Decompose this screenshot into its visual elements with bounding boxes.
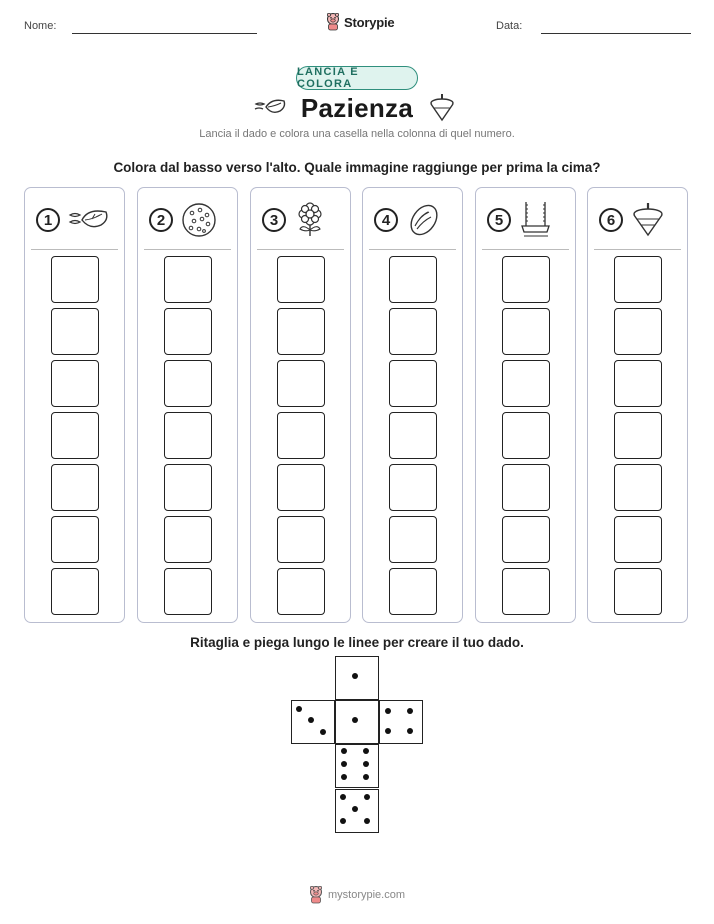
color-box[interactable] <box>614 308 662 355</box>
color-box[interactable] <box>164 516 212 563</box>
flower-icon <box>294 202 326 238</box>
die-pip <box>341 761 347 767</box>
die-pip <box>341 748 347 754</box>
column-5 <box>475 187 576 623</box>
die-face-right <box>379 700 423 744</box>
column-2 <box>137 187 238 623</box>
name-field[interactable] <box>72 33 257 34</box>
color-box[interactable] <box>389 516 437 563</box>
footer <box>308 886 405 904</box>
color-box[interactable] <box>614 568 662 615</box>
color-box[interactable] <box>502 308 550 355</box>
color-box[interactable] <box>389 256 437 303</box>
column-header <box>149 202 217 238</box>
die-pip <box>320 729 326 735</box>
footer-url: mystorypie.com <box>328 889 406 901</box>
page-title: Pazienza <box>300 93 414 123</box>
die-face-top <box>335 656 379 700</box>
column-number: 2 <box>149 208 173 232</box>
die-pip <box>296 706 302 712</box>
die-face-left <box>291 700 335 744</box>
color-box[interactable] <box>164 308 212 355</box>
title-row <box>0 93 714 125</box>
column-divider <box>31 249 118 250</box>
column-number: 5 <box>487 208 511 232</box>
pig-mascot-icon <box>308 886 324 904</box>
die-face-lower <box>335 744 379 788</box>
die-pip <box>363 761 369 767</box>
color-box[interactable] <box>389 568 437 615</box>
die-pip <box>364 794 370 800</box>
die-pip <box>352 806 358 812</box>
column-number: 4 <box>374 208 398 232</box>
die-pip <box>407 708 413 714</box>
color-box[interactable] <box>389 464 437 511</box>
die-pip <box>352 717 358 723</box>
column-header <box>599 202 665 238</box>
activity-badge: LANCIA E COLORA <box>296 66 418 90</box>
die-pip <box>364 818 370 824</box>
color-box[interactable] <box>614 256 662 303</box>
color-box[interactable] <box>389 412 437 459</box>
color-box[interactable] <box>277 256 325 303</box>
column-divider <box>257 249 344 250</box>
column-divider <box>144 249 231 250</box>
column-header <box>374 202 442 238</box>
swing-icon <box>519 201 553 239</box>
color-box[interactable] <box>502 412 550 459</box>
color-box[interactable] <box>51 516 99 563</box>
color-box[interactable] <box>51 256 99 303</box>
spinning-top-icon <box>428 93 456 123</box>
date-field[interactable] <box>541 33 691 34</box>
color-box[interactable] <box>502 464 550 511</box>
column-header <box>487 202 553 238</box>
column-4 <box>362 187 463 623</box>
cut-instruction: Ritaglia e piega lungo le linee per creare il tuo dado. <box>190 635 524 650</box>
brand-name: Storypie <box>344 14 395 30</box>
color-box[interactable] <box>51 360 99 407</box>
color-box[interactable] <box>502 568 550 615</box>
brand-logo <box>325 13 394 31</box>
spinning-top-icon <box>631 202 665 238</box>
color-box[interactable] <box>389 360 437 407</box>
die-pip <box>385 728 391 734</box>
die-pip <box>363 774 369 780</box>
color-box[interactable] <box>389 308 437 355</box>
color-box[interactable] <box>164 568 212 615</box>
column-divider <box>482 249 569 250</box>
color-box[interactable] <box>164 412 212 459</box>
die-pip <box>341 774 347 780</box>
color-box[interactable] <box>51 308 99 355</box>
color-box[interactable] <box>51 568 99 615</box>
color-box[interactable] <box>164 256 212 303</box>
die-pip <box>340 818 346 824</box>
column-number: 3 <box>262 208 286 232</box>
color-box[interactable] <box>614 412 662 459</box>
die-pip <box>385 708 391 714</box>
column-divider <box>369 249 456 250</box>
leaf-gust-icon <box>68 205 110 235</box>
color-box[interactable] <box>614 516 662 563</box>
coloring-instruction: Colora dal basso verso l'alto. Quale immagine raggiunge per prima la cima? <box>113 160 601 175</box>
column-divider <box>594 249 681 250</box>
column-header <box>262 202 326 238</box>
date-label: Data: <box>496 20 523 32</box>
column-header <box>36 202 110 238</box>
die-pip <box>308 717 314 723</box>
color-box[interactable] <box>277 568 325 615</box>
cookie-icon <box>181 202 217 238</box>
column-6 <box>587 187 688 623</box>
column-1 <box>24 187 125 623</box>
color-box[interactable] <box>277 516 325 563</box>
color-box[interactable] <box>502 516 550 563</box>
subtitle: Lancia il dado e colora una casella nella colonna di quel numero. <box>199 128 515 140</box>
pig-mascot-icon <box>325 13 341 31</box>
color-box[interactable] <box>277 308 325 355</box>
color-box[interactable] <box>277 464 325 511</box>
name-label: Nome: <box>24 20 57 32</box>
die-face-bottom <box>335 789 379 833</box>
color-box[interactable] <box>277 360 325 407</box>
color-box[interactable] <box>502 360 550 407</box>
color-box[interactable] <box>277 412 325 459</box>
color-box[interactable] <box>502 256 550 303</box>
color-box[interactable] <box>614 464 662 511</box>
color-box[interactable] <box>51 464 99 511</box>
color-box[interactable] <box>164 464 212 511</box>
column-number: 6 <box>599 208 623 232</box>
seed-icon <box>406 202 442 238</box>
die-face-center <box>335 700 379 744</box>
column-3 <box>250 187 351 623</box>
color-box[interactable] <box>164 360 212 407</box>
color-box[interactable] <box>614 360 662 407</box>
column-number: 1 <box>36 208 60 232</box>
die-pip <box>407 728 413 734</box>
color-box[interactable] <box>51 412 99 459</box>
die-pip <box>352 673 358 679</box>
die-pip <box>340 794 346 800</box>
die-pip <box>363 748 369 754</box>
